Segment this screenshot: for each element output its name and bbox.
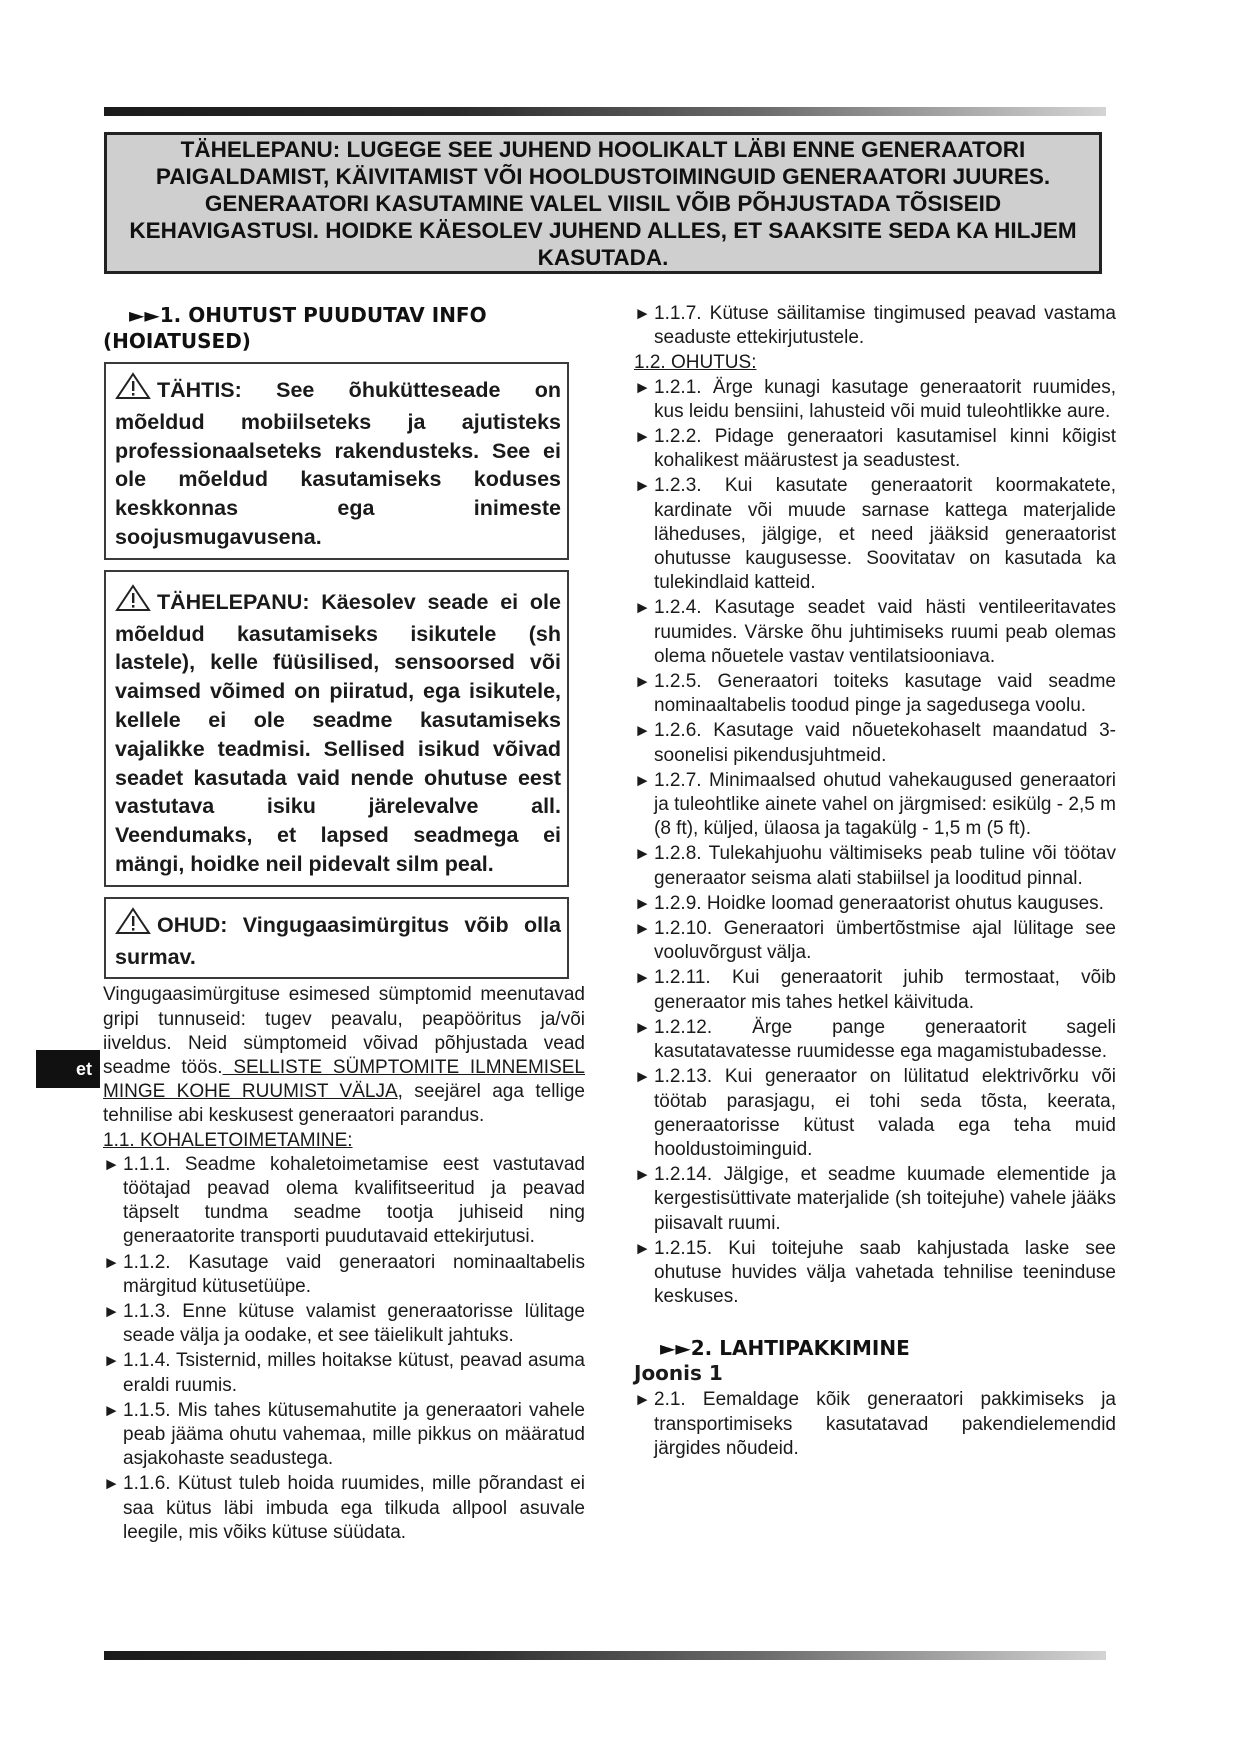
warning-banner-text: TÄHELEPANU: LUGEGE SEE JUHEND HOOLIKALT LÄBI ENNE GENERAATORI PAIGALDAMIST, KÄIVITAMIST VÕI HOOLDUSTOIMINGUID GENERAATORI JUURES. GENERAATORI KASUTAMINE VALEL VIISIL VÕIB PÕHJUSTADA TÕSISEID KEHAVIGASTUSI. HOIDKE KÄESOLEV JUHEND ALLES, ET SAAKSITE SEDA KA HILJEM KASUTADA. <box>129 136 1077 270</box>
bullet-arrow-icon: ► <box>634 1017 651 1037</box>
co-poisoning-tail: , seejärel aga tellige tehnilise abi keskusest generaatori parandus. <box>103 1081 585 1127</box>
right-column <box>634 302 1116 1462</box>
section-marker: ►► <box>129 303 160 327</box>
list-item-text: 1.2.9. Hoidke loomad generaatorist ohutus kauguses. <box>654 892 1104 914</box>
list-item-text: 1.1.6. Kütust tuleb hoida ruumides, mille põrandast ei saa kütus läbi imbuda ega tilkuda allpool asuvale leegile, mis võiks kütuse süüdata. <box>123 1473 585 1543</box>
danger-notice-box <box>104 897 569 980</box>
bullet-arrow-icon: ► <box>103 1351 120 1371</box>
co-poisoning-text: Vingugaasimürgituse esimesed sümptomid meenutavad gripi tunnuseid: tugev peavalu, peapööritus ja/või iiveldus. Neid sümptomeid võivad põhjustada vead seadme töös. <box>103 984 585 1078</box>
list-item <box>103 1472 585 1545</box>
co-poisoning-emphasis: SELLISTE SÜMPTOMITE ILMNEMISEL MINGE KOHE RUUMIST VÄLJA <box>103 1056 585 1103</box>
section-1-subtitle: (HOIATUSED) <box>103 329 251 353</box>
warning-triangle-icon <box>115 907 151 943</box>
list-item-text: 1.2.14. Jälgige, et seadme kuumade elementide ja kergestisüttivate materjalide (sh toitejuhe) vahele jääks piisavalt ruumi. <box>654 1164 1116 1234</box>
warning-banner <box>104 132 1102 274</box>
subsection-1-1-heading: 1.1. KOHALETOIMETAMINE: <box>103 1129 353 1151</box>
section-2-heading <box>634 1335 1116 1361</box>
list-item <box>634 719 1116 767</box>
bullet-arrow-icon: ► <box>634 770 651 790</box>
bullet-arrow-icon: ► <box>634 919 651 939</box>
list-item-text: 1.2.15. Kui toitejuhe saab kahjustada laske see ohutuse huvides välja vahetada tehnilise teeninduse keskuses. <box>654 1237 1116 1308</box>
list-item <box>634 917 1116 965</box>
list-item-text: 1.1.5. Mis tahes kütusemahutite ja generaatori vahele peab jääma ohutu vahemaa, mille pikkus on määratud asjakohaste seadustega. <box>123 1399 585 1470</box>
warning-triangle-icon <box>115 372 151 408</box>
danger-notice-text: OHUD: Vingugaasimürgitus võib olla surmav. <box>115 912 561 969</box>
attention-notice-text: TÄHELEPANU: Käesolev seade ei ole mõeldud kasutamiseks isikutele (sh lastele), kelle füüsilised, sensoorsed või vaimsed võimed on piiratud, ega isikutele, kellele ei ole seadme kasutamiseks vajalikke teadmisi. Sellised isikud võivad seadet kasutada vaid nende ohutuse eest vastutava isiku järelevalve all. Veendumaks, et lapsed seadmega ei mängi, hoidke neil pidevalt silm peal. <box>115 589 561 876</box>
list-item-text: 1.2.13. Kui generaator on lülitatud elektrivõrku või töötab parasjagu, ei tohi seda tõsta, keerata, generaatorisse kütust valada ega teha muid hooldustoiminguid. <box>654 1066 1116 1160</box>
section-marker: ►► <box>660 1336 691 1361</box>
bullet-arrow-icon: ► <box>634 1238 651 1258</box>
list-item-text: 1.1.4. Tsisternid, milles hoitakse kütust, peavad asuma eraldi ruumis. <box>123 1350 585 1396</box>
warning-triangle-icon <box>115 584 151 620</box>
list-1-2 <box>634 376 1116 1310</box>
bullet-arrow-icon: ► <box>634 427 651 447</box>
subsection-1-2-heading: 1.2. OHUTUS: <box>634 352 757 374</box>
bullet-arrow-icon: ► <box>103 1474 120 1494</box>
list-1-1 <box>103 1153 585 1545</box>
list-item <box>634 302 1116 350</box>
list-item <box>634 474 1116 595</box>
list-2 <box>634 1388 1116 1461</box>
list-item-text: 1.1.1. Seadme kohaletoimetamise eest vastutavad töötajad peavad olema kvalifitseeritud ja peavad täpselt tundma seadme tootja juhiseid ning generaatorite transporti puudutavaid ettekirjutusi. <box>123 1153 585 1248</box>
list-item <box>634 842 1116 890</box>
list-item-text: 1.2.3. Kui kasutate generaatorit koormakatete, kardinate või muude sarnase kattega materjalide läheduses, jälgige, et need jääksid generaatorist ohutusse kaugusesse. Soovitatav on kasutada ka tulekindlaid katteid. <box>654 475 1116 594</box>
important-notice-box <box>104 362 569 560</box>
list-item <box>634 596 1116 669</box>
bullet-arrow-icon: ► <box>634 1067 651 1087</box>
bullet-arrow-icon: ► <box>634 377 651 397</box>
list-item-text: 1.2.1. Ärge kunagi kasutage generaatorit ruumides, kus leidu bensiini, lahusteid või muid tuleohtlikke aure. <box>654 376 1116 422</box>
list-item-text: 1.2.2. Pidage generaatori kasutamisel kinni kõigist kohalikest määrustest ja seadustest. <box>654 426 1116 472</box>
attention-notice-box <box>104 570 569 887</box>
list-item-text: 1.2.11. Kui generaatorit juhib termostaat, võib generaator mis tahes hetkel käivituda. <box>654 967 1116 1013</box>
list-item-text: 1.2.8. Tulekahjuohu vältimiseks peab tuline või töötav generaator seisma alati stabiilsel ja looditud pinnal. <box>654 843 1116 889</box>
bullet-arrow-icon: ► <box>634 968 651 988</box>
list-item <box>634 1388 1116 1461</box>
list-item <box>103 1153 585 1250</box>
co-poisoning-paragraph <box>103 983 585 1128</box>
bullet-arrow-icon: ► <box>634 721 651 741</box>
list-item <box>634 670 1116 718</box>
bullet-arrow-icon: ► <box>103 1301 120 1321</box>
bottom-divider <box>104 1651 1106 1660</box>
section-1-heading <box>103 302 585 354</box>
list-item-text: 1.2.10. Generaatori ümbertõstmise ajal lülitage see vooluvõrgust välja. <box>654 918 1116 964</box>
list-item <box>634 1163 1116 1236</box>
bullet-arrow-icon: ► <box>634 1390 651 1410</box>
item-1-1-7-text: 1.1.7. Kütuse säilitamise tingimused peavad vastama seaduste ettekirjutustele. <box>654 303 1116 349</box>
list-item <box>634 892 1116 916</box>
list-item <box>634 1065 1116 1162</box>
list-item <box>634 1016 1116 1064</box>
bullet-arrow-icon: ► <box>634 598 651 618</box>
list-item <box>103 1300 585 1348</box>
left-column <box>103 302 585 1546</box>
bullet-arrow-icon: ► <box>103 1154 120 1174</box>
list-item-text: 1.1.3. Enne kütuse valamist generaatorisse lülitage seade välja ja oodake, et see täielikult jahtuks. <box>123 1300 585 1347</box>
list-item <box>634 425 1116 473</box>
bullet-arrow-icon: ► <box>634 893 651 913</box>
list-item <box>634 1237 1116 1310</box>
bullet-arrow-icon: ► <box>634 304 651 323</box>
important-notice-text: TÄHTIS: See õhukütteseade on mõeldud mobiilseteks ja ajutisteks professionaalseteks rakendusteks. See ei ole mõeldud kasutamiseks koduses keskkonnas ega inimeste soojusmugavusena. <box>115 378 561 549</box>
list-item <box>634 966 1116 1014</box>
section-1-title: 1. OHUTUST PUUDUTAV INFO <box>159 303 487 327</box>
bullet-arrow-icon: ► <box>103 1252 120 1272</box>
figure-reference: Joonis 1 <box>634 1361 723 1386</box>
list-item-text: 1.2.5. Generaatori toiteks kasutage vaid seadme nominaaltabelis toodud pinge ja sagedusega voolu. <box>654 671 1116 717</box>
list-item <box>634 376 1116 424</box>
list-item <box>103 1399 585 1472</box>
list-item-text: 1.2.7. Minimaalsed ohutud vahekaugused generaatori ja tuleohtlike ainete vahel on järgmised: esikülg - 2,5 m (8 ft), küljed, ülaosa ja tagakülg - 1,5 m (5 ft). <box>654 769 1116 840</box>
list-item <box>634 769 1116 842</box>
list-item-text: 1.2.4. Kasutage seadet vaid hästi ventileeritavates ruumides. Värske õhu juhtimiseks ruumi peab olemas olema nõuetele vastav ventilatsiooniava. <box>654 597 1116 667</box>
bullet-arrow-icon: ► <box>634 672 651 692</box>
bullet-arrow-icon: ► <box>634 476 651 496</box>
list-item <box>103 1251 585 1299</box>
list-item-text: 1.2.12. Ärge pange generaatorit sageli kasutatavatesse ruumidesse ega magamistubadesse. <box>654 1016 1116 1063</box>
top-divider <box>104 107 1106 116</box>
bullet-arrow-icon: ► <box>103 1400 120 1420</box>
list-item-text: 1.1.2. Kasutage vaid generaatori nominaaltabelis märgitud kütusetüüpe. <box>123 1251 585 1297</box>
bullet-arrow-icon: ► <box>634 1165 651 1185</box>
list-item-text: 2.1. Eemaldage kõik generaatori pakkimiseks ja transportimiseks kasutatavad pakendielemendid järgides nõudeid. <box>654 1389 1116 1459</box>
list-item <box>103 1349 585 1397</box>
list-item-text: 1.2.6. Kasutage vaid nõuetekohaselt maandatud 3-soonelisi pikendusjuhtmeid. <box>654 720 1116 766</box>
bullet-arrow-icon: ► <box>634 844 651 864</box>
language-tab: et <box>36 1050 100 1088</box>
section-2-title: 2. LAHTIPAKKIMINE <box>690 1336 910 1361</box>
